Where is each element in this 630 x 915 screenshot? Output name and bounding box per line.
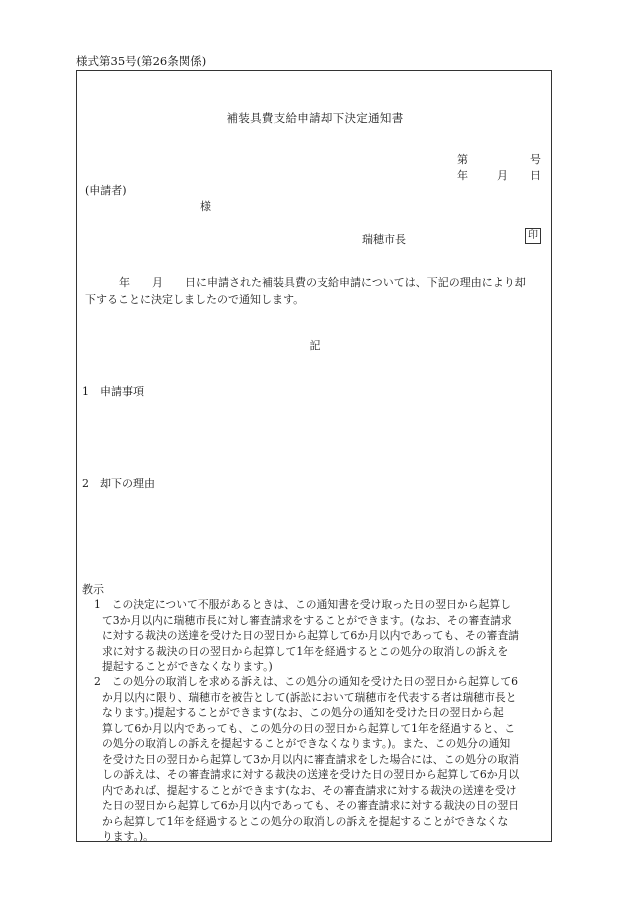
instruction-1-line: に対する裁決の送達を受けた日の翌日から起算して6か月以内であっても、その審査請 [102,629,520,642]
instruction-2-line: なります。)提起することができます(なお、この処分の通知を受けた日の翌日から起 [102,706,504,719]
date-year: 年 [457,169,468,182]
section-rejection-reason: 2 却下の理由 [82,477,155,490]
instruction-1-line: 提起することができなくなります。) [102,660,273,673]
instruction-2-line: 内であれば、提起することができます(なお、その審査請求に対する裁決の送達を受け [102,783,517,797]
instruction-2-line: か月以内に限り、瑞穂市を被告として(訴訟において瑞穂市を代表する者は瑞穂市長と [102,690,517,704]
instruction-2-line: の処分の取消しの訴えを提起することができなくなります。)。また、この処分の通知 [102,737,511,750]
instruction-item-1 [85,597,546,675]
issuer-mayor: 瑞穂市長 [362,233,406,246]
ki-heading: 記 [309,339,321,352]
instruction-2-line: 2 この処分の取消しを求める訴えは、この処分の通知を受けた日の翌日から起算して6 [94,675,519,688]
instruction-1-line: て3か月以内に瑞穂市長に対し審査請求をすることができます。(なお、その審査請求 [102,613,512,627]
number-go: 号 [530,153,541,166]
instruction-1-line: 求に対する裁決の日の翌日から起算して1年を経過するとこの処分の取消しの訴えを [102,644,509,658]
notice-frame [76,70,552,842]
instruction-2-line: から起算して1年を経過するとこの処分の取消しの訴えを提起することができなくな [102,814,509,828]
section-application-items: 1 申請事項 [82,385,144,398]
instruction-heading: 教示 [82,583,104,596]
form-number-label: 様式第35号(第26条関係) [76,54,207,68]
instruction-item-2 [85,674,546,845]
instruction-2-line: ります。)。 [102,830,154,843]
instruction-1-line: 1 この決定について不服があるときは、この通知書を受け取った日の翌日から起算し [94,598,511,611]
instruction-2-line: を受けた日の翌日から起算して3か月以内に審査請求をした場合には、この処分の取消 [102,752,520,766]
instruction-2-line: しの訴えは、その審査請求に対する裁決の送達を受けた日の翌日から起算して6か月以 [102,768,520,781]
date-month: 月 [497,169,508,182]
date-day: 日 [530,169,541,182]
document-title: 補装具費支給申請却下決定通知書 [226,111,404,125]
instruction-2-line: た日の翌日から起算して6か月以内であっても、その審査請求に対する裁決の日の翌日 [102,799,520,812]
intro-paragraph [85,274,545,308]
intro-line-2: 下することに決定しましたので通知します。 [85,293,305,306]
honorific-sama: 様 [200,200,211,213]
number-dai: 第 [457,153,468,166]
applicant-label: (申請者) [85,184,127,197]
seal-stamp-box: 印 [525,228,541,244]
intro-line-1: 年 月 日に申請された補装具費の支給申請については、下記の理由により却 [119,276,526,289]
instruction-2-line: 算して6か月以内であっても、この処分の日の翌日から起算して1年を経過すると、こ [102,721,516,735]
